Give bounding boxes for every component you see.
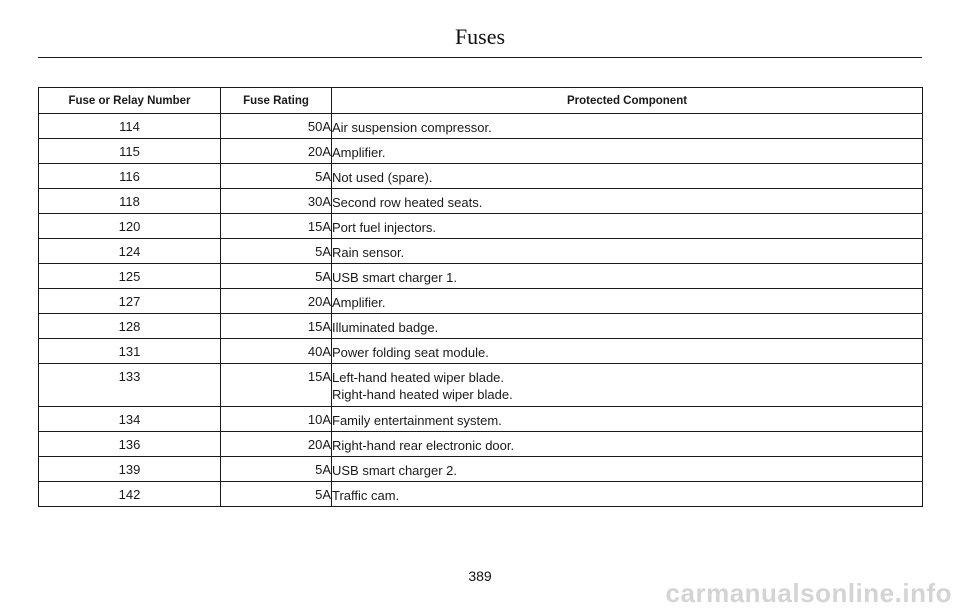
protected-component-line: Illuminated badge. [332, 320, 439, 335]
protected-component-cell [332, 457, 923, 482]
fuse-number-cell: 133 [39, 364, 221, 407]
table-row [39, 407, 923, 432]
column-header-fuse-number: Fuse or Relay Number [39, 88, 221, 114]
table-row [39, 482, 923, 507]
fuse-number-cell: 115 [39, 139, 221, 164]
header-divider [38, 57, 922, 58]
protected-component-cell [332, 214, 923, 239]
table-row [39, 289, 923, 314]
table-row [39, 239, 923, 264]
fuse-rating-cell: 15A [221, 214, 332, 239]
table-row [39, 264, 923, 289]
protected-component-cell [332, 289, 923, 314]
protected-component-cell [332, 264, 923, 289]
fuse-number-cell: 116 [39, 164, 221, 189]
table-row [39, 314, 923, 339]
protected-component-cell [332, 189, 923, 214]
fuse-number-cell: 118 [39, 189, 221, 214]
table-row [39, 114, 923, 139]
table-row [39, 139, 923, 164]
fuse-number-cell: 125 [39, 264, 221, 289]
fuse-number-cell: 124 [39, 239, 221, 264]
protected-component-line: Right-hand rear electronic door. [332, 438, 515, 453]
fuse-number-cell: 127 [39, 289, 221, 314]
protected-component-cell [332, 139, 923, 164]
fuse-rating-cell: 5A [221, 482, 332, 507]
page-number: 389 [468, 568, 492, 584]
protected-component-cell [332, 314, 923, 339]
table-row [39, 364, 923, 407]
fuse-rating-cell: 30A [221, 189, 332, 214]
table-row [39, 339, 923, 364]
protected-component-line: Amplifier. [332, 145, 386, 160]
fuse-number-cell: 136 [39, 432, 221, 457]
protected-component-line: Left-hand heated wiper blade. [332, 370, 505, 385]
protected-component-cell [332, 339, 923, 364]
page-title: Fuses [454, 24, 506, 49]
protected-component-line: Air suspension compressor. [332, 120, 492, 135]
fuse-table [38, 87, 923, 507]
protected-component-cell [332, 364, 923, 407]
fuse-rating-cell: 20A [221, 289, 332, 314]
column-header-protected-component: Protected Component [332, 88, 923, 114]
protected-component-line: USB smart charger 2. [332, 463, 457, 478]
protected-component-line: Second row heated seats. [332, 195, 483, 210]
fuse-rating-cell: 40A [221, 339, 332, 364]
table-row [39, 432, 923, 457]
fuse-rating-cell: 20A [221, 432, 332, 457]
fuse-rating-cell: 5A [221, 457, 332, 482]
fuse-number-cell: 131 [39, 339, 221, 364]
protected-component-line: Not used (spare). [332, 170, 433, 185]
protected-component-line: Right-hand heated wiper blade. [332, 387, 513, 402]
fuse-rating-cell: 50A [221, 114, 332, 139]
table-row [39, 189, 923, 214]
watermark: carmanualsonline.info [665, 578, 952, 608]
protected-component-cell [332, 114, 923, 139]
protected-component-line: USB smart charger 1. [332, 270, 457, 285]
protected-component-line: Port fuel injectors. [332, 220, 437, 235]
fuse-number-cell: 142 [39, 482, 221, 507]
fuse-rating-cell: 5A [221, 264, 332, 289]
protected-component-line: Traffic cam. [332, 488, 400, 503]
table-row [39, 214, 923, 239]
fuse-table-body [39, 114, 923, 507]
protected-component-cell [332, 482, 923, 507]
fuse-rating-cell: 15A [221, 364, 332, 407]
table-header-row [39, 88, 923, 114]
protected-component-line: Rain sensor. [332, 245, 405, 260]
protected-component-line: Power folding seat module. [332, 345, 489, 360]
protected-component-cell [332, 164, 923, 189]
fuse-number-cell: 139 [39, 457, 221, 482]
protected-component-cell [332, 239, 923, 264]
fuse-number-cell: 134 [39, 407, 221, 432]
column-header-fuse-rating: Fuse Rating [221, 88, 332, 114]
protected-component-line: Family entertainment system. [332, 413, 502, 428]
protected-component-cell [332, 432, 923, 457]
fuse-number-cell: 120 [39, 214, 221, 239]
fuse-rating-cell: 10A [221, 407, 332, 432]
table-row [39, 164, 923, 189]
protected-component-line: Amplifier. [332, 295, 386, 310]
fuse-number-cell: 128 [39, 314, 221, 339]
fuse-rating-cell: 15A [221, 314, 332, 339]
fuse-rating-cell: 5A [221, 239, 332, 264]
fuse-number-cell: 114 [39, 114, 221, 139]
fuse-rating-cell: 5A [221, 164, 332, 189]
fuse-rating-cell: 20A [221, 139, 332, 164]
protected-component-cell [332, 407, 923, 432]
table-row [39, 457, 923, 482]
